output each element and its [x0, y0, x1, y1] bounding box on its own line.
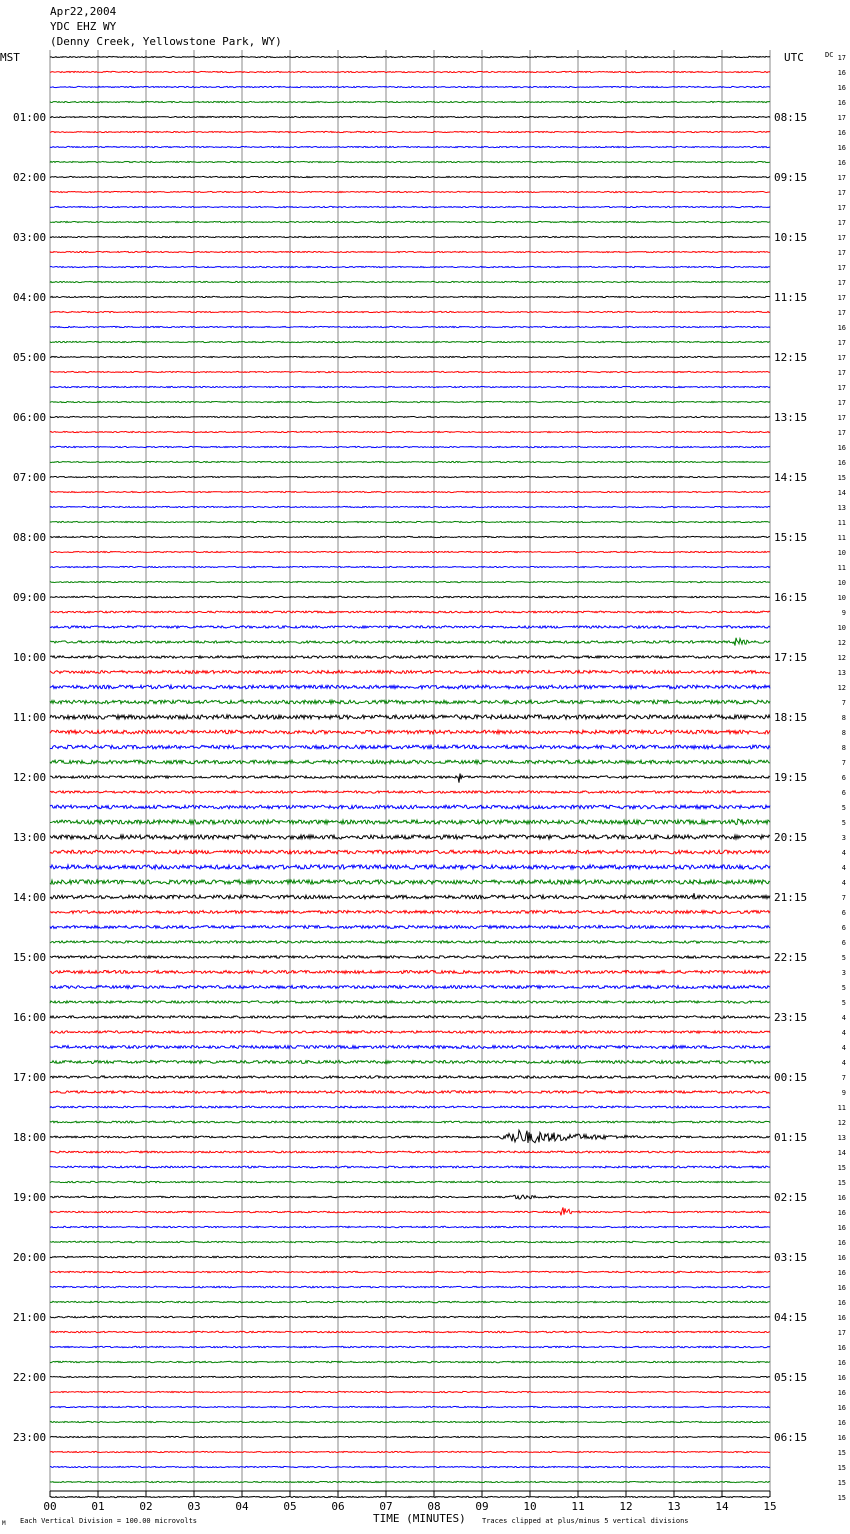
dc-offset-value: 15 — [837, 1449, 846, 1457]
dc-offset-value: 16 — [837, 444, 846, 452]
seismogram-trace — [50, 176, 770, 177]
minute-grid — [50, 50, 770, 1491]
dc-offset-value: 17 — [837, 339, 846, 347]
dc-offset-value: 16 — [837, 1299, 846, 1307]
seismogram-trace — [50, 1061, 770, 1064]
mst-hour-label: 12:00 — [13, 771, 47, 784]
mst-hour-label: 04:00 — [13, 291, 47, 304]
dc-offset-value: 16 — [837, 1254, 846, 1262]
seismogram-trace — [50, 685, 770, 689]
utc-hour-label: 13:15 — [774, 411, 808, 424]
seismogram-trace — [50, 893, 770, 899]
seismogram-trace — [50, 1106, 770, 1108]
seismogram-trace — [50, 446, 770, 447]
seismogram-trace — [50, 971, 770, 974]
dc-offset-value: 17 — [837, 429, 846, 437]
seismogram-trace — [50, 850, 770, 854]
dc-offset-value: 17 — [837, 264, 846, 272]
mst-hour-label: 10:00 — [13, 651, 47, 664]
utc-hour-label: 20:15 — [774, 831, 808, 844]
seismogram-trace — [50, 835, 770, 839]
station-code: YDC EHZ WY — [50, 20, 117, 33]
dc-offset-value: 10 — [837, 594, 846, 602]
dc-offset-value: 6 — [841, 789, 846, 797]
seismogram-trace — [50, 1421, 770, 1422]
dc-offset-value: 16 — [837, 1239, 846, 1247]
dc-offset-value: 9 — [841, 609, 846, 617]
dc-offset-value: 17 — [837, 384, 846, 392]
mst-hour-label: 03:00 — [13, 231, 47, 244]
utc-hour-labels — [774, 111, 807, 1444]
seismogram-trace — [50, 791, 770, 793]
dc-offset-value: 17 — [837, 219, 846, 227]
dc-offset-value: 4 — [841, 1029, 846, 1037]
dc-offset-value: 7 — [841, 894, 846, 902]
seismogram-trace — [50, 1346, 770, 1347]
mst-hour-label: 21:00 — [13, 1311, 47, 1324]
x-tick-label: 00 — [43, 1500, 57, 1513]
dc-offset-value: 10 — [837, 624, 846, 632]
dc-offset-value: 16 — [837, 1434, 846, 1442]
mst-hour-label: 16:00 — [13, 1011, 47, 1024]
utc-hour-label: 15:15 — [774, 531, 808, 544]
x-tick-label: 03 — [187, 1500, 201, 1513]
mst-hour-label: 19:00 — [13, 1191, 47, 1204]
seismogram-trace — [50, 1130, 770, 1143]
dc-offset-value: 16 — [837, 324, 846, 332]
dc-offset-value: 16 — [837, 129, 846, 137]
mst-hour-label: 14:00 — [13, 891, 47, 904]
utc-hour-label: 14:15 — [774, 471, 808, 484]
utc-hour-label: 05:15 — [774, 1371, 808, 1384]
utc-hour-label: 01:15 — [774, 1131, 808, 1144]
mst-hour-label: 07:00 — [13, 471, 47, 484]
seismogram-trace — [50, 191, 770, 192]
seismogram-trace — [50, 596, 770, 597]
dc-offset-value: 15 — [837, 1164, 846, 1172]
dc-offset-value: 8 — [841, 729, 846, 737]
seismogram-trace — [50, 1481, 770, 1482]
seismogram-trace — [50, 1151, 770, 1153]
utc-hour-label: 18:15 — [774, 711, 808, 724]
seismogram-trace — [50, 819, 770, 825]
seismogram-trace — [50, 1316, 770, 1317]
dc-offset-value: 5 — [841, 999, 846, 1007]
dc-offset-value: 14 — [837, 1149, 846, 1157]
x-tick-label: 06 — [331, 1500, 345, 1513]
seismogram-trace — [50, 431, 770, 432]
seismogram-trace — [50, 1301, 770, 1302]
dc-offset-value: 13 — [837, 1134, 846, 1142]
seismogram-trace — [50, 566, 770, 567]
dc-offset-value: 15 — [837, 474, 846, 482]
dc-offset-value: 16 — [837, 1209, 846, 1217]
seismogram-trace — [50, 1076, 770, 1078]
seismogram-trace — [50, 311, 770, 312]
dc-offset-value: 6 — [841, 924, 846, 932]
utc-hour-label: 23:15 — [774, 1011, 808, 1024]
seismogram-trace — [50, 1046, 770, 1049]
dc-offset-value: 4 — [841, 879, 846, 887]
corner-mark: M — [2, 1520, 6, 1527]
seismogram-trace — [50, 1091, 770, 1093]
utc-hour-label: 06:15 — [774, 1431, 808, 1444]
seismogram-trace — [50, 521, 770, 522]
dc-offset-value: 16 — [837, 1359, 846, 1367]
seismogram-trace — [50, 56, 770, 57]
x-axis — [43, 1491, 776, 1513]
seismogram-trace — [50, 341, 770, 342]
utc-hour-label: 00:15 — [774, 1071, 808, 1084]
x-tick-label: 09 — [475, 1500, 489, 1513]
seismogram-trace — [50, 371, 770, 372]
dc-offset-value: 6 — [841, 939, 846, 947]
seismogram-trace — [50, 656, 770, 658]
mst-hour-label: 13:00 — [13, 831, 47, 844]
x-tick-label: 01 — [91, 1500, 105, 1513]
seismogram-trace — [50, 1361, 770, 1362]
dc-offset-value: 15 — [837, 1494, 846, 1502]
seismogram-trace — [50, 745, 770, 749]
seismogram-trace — [50, 730, 770, 734]
dc-offset-value: 3 — [841, 834, 846, 842]
dc-offset-value: 12 — [837, 1119, 846, 1127]
clip-note: Traces clipped at plus/minus 5 vertical divisions — [482, 1517, 689, 1525]
seismogram-trace — [50, 760, 770, 764]
mst-hour-labels — [13, 111, 46, 1444]
x-tick-label: 12 — [619, 1500, 633, 1513]
x-tick-label: 08 — [427, 1500, 441, 1513]
seismogram-trace — [50, 1451, 770, 1452]
dc-offset-value: 10 — [837, 549, 846, 557]
utc-hour-label: 17:15 — [774, 651, 808, 664]
seismogram-trace — [50, 1466, 770, 1467]
dc-offset-value: 17 — [837, 369, 846, 377]
mst-hour-label: 18:00 — [13, 1131, 47, 1144]
scale-note: Each Vertical Division = 100.00 microvolts — [20, 1517, 198, 1525]
dc-offset-value: 11 — [837, 519, 846, 527]
seismogram-trace — [50, 1256, 770, 1257]
dc-offset-value: 5 — [841, 804, 846, 812]
seismogram-trace — [50, 1286, 770, 1287]
seismogram-trace — [50, 1241, 770, 1242]
dc-offset-value: 4 — [841, 1059, 846, 1067]
dc-offset-value: 17 — [837, 1329, 846, 1337]
seismogram-trace — [50, 281, 770, 282]
seismogram-trace — [50, 356, 770, 357]
seismogram-trace — [50, 1391, 770, 1392]
dc-offset-value: 4 — [841, 864, 846, 872]
utc-hour-label: 21:15 — [774, 891, 808, 904]
seismogram-trace — [50, 146, 770, 147]
seismogram-trace — [50, 236, 770, 237]
utc-hour-label: 16:15 — [774, 591, 808, 604]
seismogram-trace — [50, 461, 770, 462]
mst-hour-label: 15:00 — [13, 951, 47, 964]
seismogram-trace — [50, 1121, 770, 1123]
seismogram-trace — [50, 611, 770, 613]
seismogram-trace — [50, 1376, 770, 1377]
seismogram-trace — [50, 296, 770, 297]
dc-offset-value: 16 — [837, 1284, 846, 1292]
seismogram-trace — [50, 986, 770, 989]
utc-hour-label: 08:15 — [774, 111, 808, 124]
seismogram-trace — [50, 1181, 770, 1182]
seismogram-trace — [50, 1001, 770, 1003]
mst-hour-label: 01:00 — [13, 111, 47, 124]
dc-offset-value: 5 — [841, 984, 846, 992]
dc-offset-value: 17 — [837, 279, 846, 287]
dc-offset-value: 17 — [837, 294, 846, 302]
dc-offset-value: 5 — [841, 819, 846, 827]
dc-offset-value: 7 — [841, 759, 846, 767]
seismogram-trace — [50, 506, 770, 507]
dc-offset-value: 15 — [837, 1464, 846, 1472]
seismogram-trace — [50, 700, 770, 704]
seismogram-trace — [50, 551, 770, 552]
dc-offset-value: 4 — [841, 1014, 846, 1022]
seismogram-trace — [50, 715, 770, 719]
seismogram-trace — [50, 386, 770, 387]
seismogram-trace — [50, 1016, 770, 1018]
dc-offset-value: 16 — [837, 1194, 846, 1202]
dc-offset-value: 12 — [837, 684, 846, 692]
seismogram-trace — [50, 206, 770, 207]
seismogram-trace — [50, 865, 770, 869]
seismogram-trace — [50, 1496, 770, 1497]
dc-offset-value: 16 — [837, 1374, 846, 1382]
dc-offset-value: 17 — [837, 249, 846, 257]
seismogram-trace — [50, 416, 770, 417]
dc-label: DC — [825, 51, 834, 59]
mst-hour-label: 08:00 — [13, 531, 47, 544]
seismogram-trace — [50, 161, 770, 162]
dc-offset-value: 16 — [837, 84, 846, 92]
seismogram-trace — [50, 1031, 770, 1033]
utc-hour-label: 10:15 — [774, 231, 808, 244]
dc-offset-value: 12 — [837, 639, 846, 647]
seismogram-trace — [50, 956, 770, 958]
dc-offset-value: 8 — [841, 714, 846, 722]
mst-hour-label: 11:00 — [13, 711, 47, 724]
dc-offset-value: 16 — [837, 459, 846, 467]
dc-offset-value: 13 — [837, 504, 846, 512]
seismogram-trace — [50, 221, 770, 222]
dc-offset-value: 5 — [841, 954, 846, 962]
dc-offset-value: 17 — [837, 234, 846, 242]
seismogram-trace — [50, 941, 770, 943]
utc-hour-label: 19:15 — [774, 771, 808, 784]
seismogram-trace — [50, 805, 770, 809]
seismogram-trace — [50, 1195, 770, 1199]
seismogram-trace — [50, 266, 770, 267]
mst-hour-label: 17:00 — [13, 1071, 47, 1084]
seismogram-trace — [50, 626, 770, 628]
seismogram-trace — [50, 638, 770, 646]
mst-hour-label: 02:00 — [13, 171, 47, 184]
dc-offset-value: 16 — [837, 1314, 846, 1322]
x-tick-label: 15 — [763, 1500, 777, 1513]
seismogram-trace — [50, 116, 770, 117]
dc-offset-value: 16 — [837, 1419, 846, 1427]
x-tick-label: 10 — [523, 1500, 537, 1513]
seismogram-trace — [50, 911, 770, 914]
dc-offset-value: 6 — [841, 909, 846, 917]
utc-label: UTC — [784, 51, 804, 64]
seismogram-trace — [50, 326, 770, 327]
dc-offset-value: 4 — [841, 849, 846, 857]
x-tick-label: 07 — [379, 1500, 393, 1513]
station-location: (Denny Creek, Yellowstone Park, WY) — [50, 35, 282, 48]
utc-hour-label: 22:15 — [774, 951, 808, 964]
seismogram-trace — [50, 1271, 770, 1272]
seismogram-trace — [50, 71, 770, 72]
dc-offset-value: 7 — [841, 1074, 846, 1082]
plot-date: Apr22,2004 — [50, 5, 117, 18]
mst-label: MST — [0, 51, 20, 64]
x-tick-label: 13 — [667, 1500, 681, 1513]
seismogram-trace — [50, 774, 770, 783]
dc-offset-value: 17 — [837, 189, 846, 197]
dc-offset-value: 17 — [837, 204, 846, 212]
dc-offset-value: 11 — [837, 564, 846, 572]
mst-hour-label: 22:00 — [13, 1371, 47, 1384]
mst-hour-label: 20:00 — [13, 1251, 47, 1264]
dc-offset-value: 16 — [837, 1404, 846, 1412]
dc-offset-value: 16 — [837, 1344, 846, 1352]
dc-offset-value: 16 — [837, 69, 846, 77]
dc-offset-value: 4 — [841, 1044, 846, 1052]
dc-offset-value: 16 — [837, 99, 846, 107]
utc-hour-label: 09:15 — [774, 171, 808, 184]
seismogram-trace — [50, 1166, 770, 1168]
seismogram-traces — [50, 56, 770, 1497]
x-tick-label: 14 — [715, 1500, 729, 1513]
seismogram-trace — [50, 581, 770, 582]
dc-offset-value: 16 — [837, 1269, 846, 1277]
seismogram-trace — [50, 926, 770, 929]
dc-offset-value: 17 — [837, 54, 846, 62]
dc-offset-value: 10 — [837, 579, 846, 587]
x-tick-label: 02 — [139, 1500, 153, 1513]
seismogram-trace — [50, 880, 770, 884]
seismogram-trace — [50, 491, 770, 492]
seismogram-trace — [50, 536, 770, 537]
seismogram-trace — [50, 1207, 770, 1215]
utc-hour-label: 12:15 — [774, 351, 808, 364]
mst-hour-label: 05:00 — [13, 351, 47, 364]
dc-offset-value: 15 — [837, 1179, 846, 1187]
dc-offset-value: 6 — [841, 774, 846, 782]
dc-offset-value: 7 — [841, 699, 846, 707]
dc-offset-value: 15 — [837, 1479, 846, 1487]
dc-offset-value: 14 — [837, 489, 846, 497]
dc-offset-value: 3 — [841, 969, 846, 977]
mst-hour-label: 23:00 — [13, 1431, 47, 1444]
mst-hour-label: 06:00 — [13, 411, 47, 424]
dc-offset-value: 17 — [837, 414, 846, 422]
x-axis-title: TIME (MINUTES) — [373, 1512, 466, 1525]
seismogram-trace — [50, 1436, 770, 1437]
seismogram-trace — [50, 86, 770, 87]
dc-offset-value: 17 — [837, 114, 846, 122]
seismogram-trace — [50, 1331, 770, 1332]
dc-offset-value: 17 — [837, 174, 846, 182]
dc-offset-value: 17 — [837, 309, 846, 317]
dc-offset-value: 16 — [837, 144, 846, 152]
seismogram-trace — [50, 1406, 770, 1407]
utc-hour-label: 04:15 — [774, 1311, 808, 1324]
mst-hour-label: 09:00 — [13, 591, 47, 604]
utc-hour-label: 02:15 — [774, 1191, 808, 1204]
dc-offset-value: 13 — [837, 669, 846, 677]
dc-offset-value: 16 — [837, 1389, 846, 1397]
seismogram-trace — [50, 476, 770, 477]
seismogram-trace — [50, 101, 770, 102]
utc-hour-label: 11:15 — [774, 291, 808, 304]
seismogram-trace — [50, 131, 770, 132]
dc-offset-value: 16 — [837, 159, 846, 167]
seismogram-trace — [50, 251, 770, 252]
seismogram-trace — [50, 401, 770, 402]
x-tick-label: 05 — [283, 1500, 297, 1513]
dc-offset-value: 17 — [837, 354, 846, 362]
dc-offset-value: 16 — [837, 1224, 846, 1232]
dc-offset-value: 12 — [837, 654, 846, 662]
seismogram-trace — [50, 1226, 770, 1227]
dc-offset-labels — [838, 54, 846, 1502]
dc-offset-value: 8 — [841, 744, 846, 752]
dc-offset-value: 11 — [837, 1104, 846, 1112]
dc-offset-value: 9 — [841, 1089, 846, 1097]
utc-hour-label: 03:15 — [774, 1251, 808, 1264]
dc-offset-value: 11 — [837, 534, 846, 542]
seismogram-trace — [50, 671, 770, 674]
x-tick-label: 11 — [571, 1500, 585, 1513]
x-tick-label: 04 — [235, 1500, 249, 1513]
dc-offset-value: 17 — [837, 399, 846, 407]
